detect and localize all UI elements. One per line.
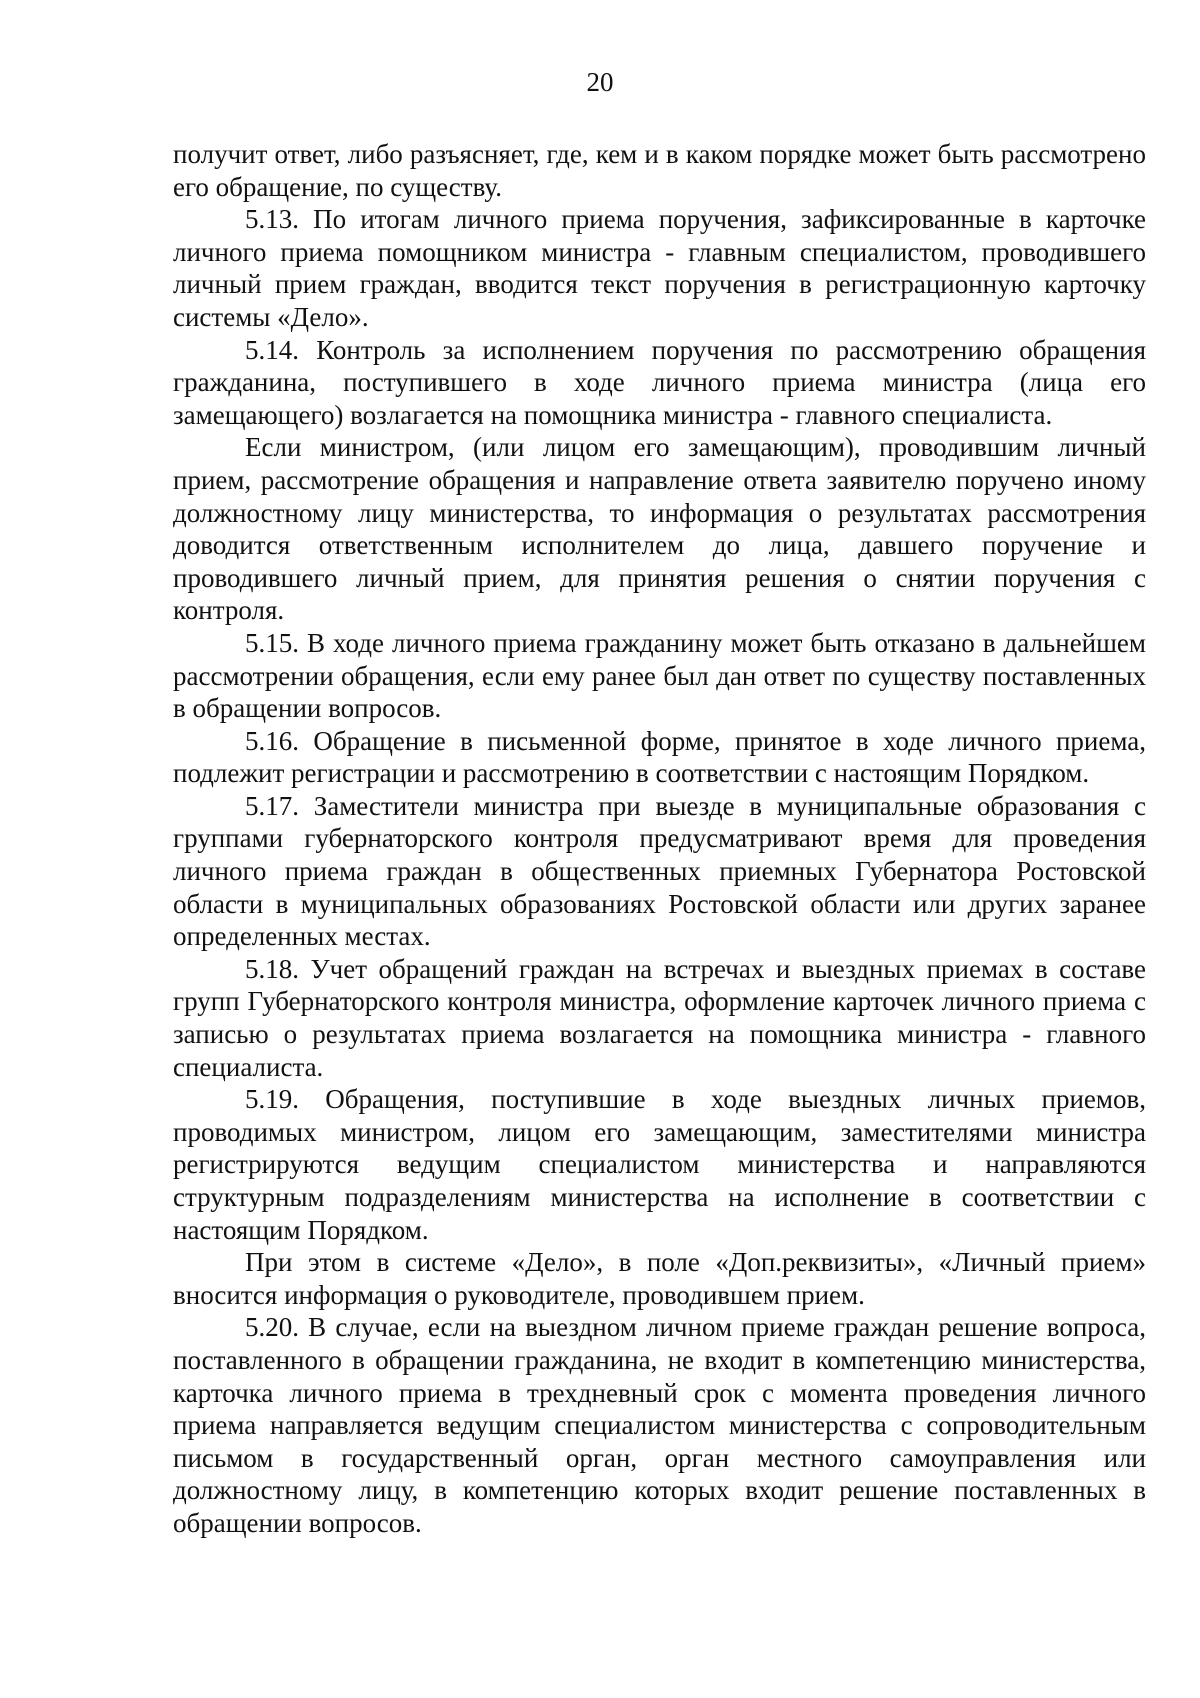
paragraph-5-13: 5.13. По итогам личного приема поручения, зафиксированные в карточке личного приема помощником министра - главным специалистом, проводившего личный прием граждан, вводится текст поручения в регистрационную карточку системы «Дело». — [173, 204, 1146, 332]
paragraph-5-20: 5.20. В случае, если на выездном личном приеме граждан решение вопроса, поставленного в обращении гражданина, не входит в компетенцию министерства, карточка личного приема в трехдневный срок с момента проведения личного приема направляется ведущим специалистом министерства с сопроводительным письмом в государственный орган, орган местного самоуправления или должностному лицу, в компетенцию которых входит решение поставленных в обращении вопросов. — [173, 1312, 1146, 1538]
paragraph-5-17: 5.17. Заместители министра при выезде в муниципальные образования с группами губернаторского контроля предусматривают время для проведения личного приема граждан в общественных приемных Губернатора Ростовской области в муниципальных образованиях Ростовской области или других заранее определенных местах. — [173, 790, 1146, 952]
page-number: 20 — [586, 67, 614, 97]
paragraph-5-16: 5.16. Обращение в письменной форме, принятое в ходе личного приема, подлежит регистрации и рассмотрению в соответствии с настоящим Порядком. — [173, 725, 1146, 789]
paragraph-5-14: 5.14. Контроль за исполнением поручения по рассмотрению обращения гражданина, поступившего в ходе личного приема министра (лица его замещающего) возлагается на помощника министра - главного специалиста. — [173, 334, 1146, 430]
paragraph-5-19: 5.19. Обращения, поступившие в ходе выездных личных приемов, проводимых министром, лицом его замещающим, заместителями министра регистрируются ведущим специалистом министерства и направляются структурным подразделениям министерства на исполнение в соответствии с настоящим Порядком. — [173, 1084, 1146, 1245]
paragraph-continuation: получит ответ, либо разъясняет, где, кем и в каком порядке может быть рассмотрено его обращение, по существу. — [173, 139, 1146, 202]
paragraph-5-15: 5.15. В ходе личного приема гражданину может быть отказано в дальнейшем рассмотрении обращения, если ему ранее был дан ответ по существу поставленных в обращении вопросов. — [173, 627, 1146, 724]
document-body — [173, 138, 1146, 1540]
paragraph-5-18: 5.18. Учет обращений граждан на встречах и выездных приемах в составе групп Губернаторского контроля министра, оформление карточек личного приема с записью о результатах приема возлагается на помощника министра - главного специалиста. — [173, 953, 1146, 1082]
paragraph-5-19-continued: При этом в системе «Дело», в поле «Доп.реквизиты», «Личный прием» вносится информация о руководителе, проводившем прием. — [173, 1247, 1146, 1310]
paragraph-5-14-continued: Если министром, (или лицом его замещающим), проводившим личный прием, рассмотрение обращения и направление ответа заявителю поручено иному должностному лицу министерства, то информация о результатах рассмотрения доводится ответственным исполнителем до лица, давшего поручение и проводившего личный прием, для принятия решения о снятии поручения с контроля. — [173, 432, 1146, 626]
